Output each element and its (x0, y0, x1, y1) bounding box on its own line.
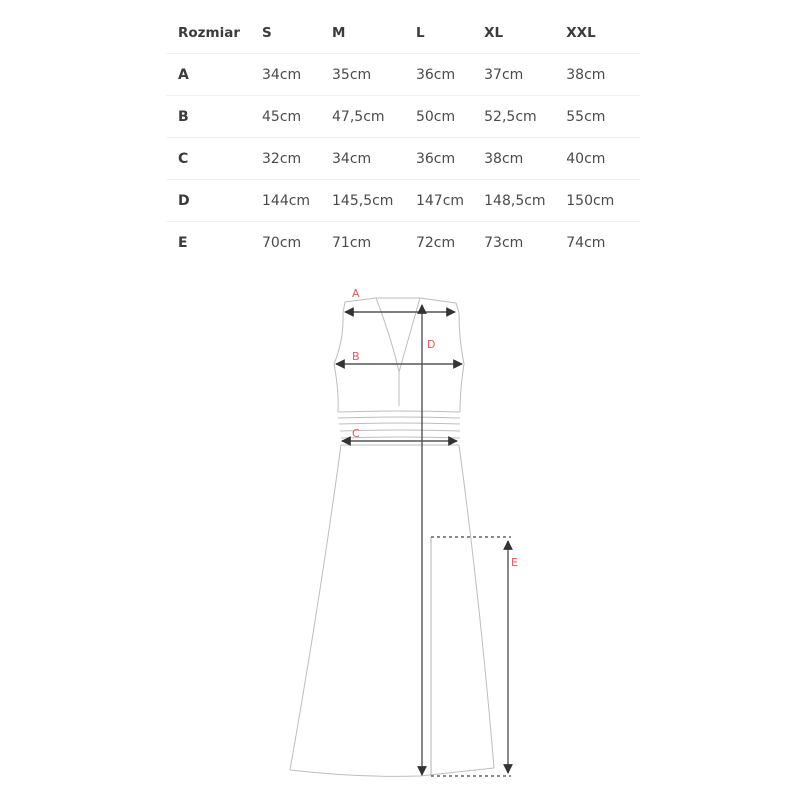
table-cell: 73cm (484, 234, 524, 251)
header-size-label: Rozmiar (166, 12, 262, 54)
table-cell: 144cm (262, 180, 332, 222)
table-row-e (166, 222, 640, 264)
table-cell: 47,5cm (332, 96, 416, 138)
table-cell: 74cm (566, 234, 606, 251)
table-cell: 34cm (262, 54, 332, 96)
table-cell: 34cm (332, 138, 416, 180)
table-cell: 32cm (262, 138, 332, 180)
header-size-s: S (262, 12, 332, 54)
header-size-xl: XL (484, 12, 566, 54)
measure-d-label: D (427, 338, 436, 351)
table-cell: 72cm (415, 234, 456, 251)
table-cell: 50cm (416, 96, 484, 138)
row-label: B (166, 96, 262, 138)
table-cell: 71cm (332, 234, 372, 251)
measure-b-label: B (352, 350, 360, 363)
table-cell: 45cm (262, 96, 332, 138)
table-header-row (166, 12, 640, 54)
measure-c-label: C (352, 427, 360, 440)
table-cell: 55cm (566, 96, 640, 138)
table-row-d (166, 180, 640, 222)
table-cell: 148,5cm (484, 180, 566, 222)
table-cell: 150cm (566, 180, 640, 222)
table-cell: 38cm (484, 138, 566, 180)
table-cell: 36cm (416, 138, 484, 180)
table-cell: 52,5cm (484, 96, 566, 138)
table-cell: 37cm (484, 54, 566, 96)
row-label: C (166, 138, 262, 180)
size-chart-table (166, 12, 640, 263)
table-cell: 40cm (566, 138, 640, 180)
measure-e-label: E (511, 556, 518, 569)
table-cell: 35cm (332, 54, 416, 96)
table-row-a (166, 54, 640, 96)
table-cell: 145,5cm (332, 180, 416, 222)
dress-measurement-diagram (0, 270, 800, 800)
header-size-l: L (416, 12, 484, 54)
table-row-c (166, 138, 640, 180)
row-label: D (166, 180, 262, 222)
header-size-xxl: XXL (566, 12, 640, 54)
table-cell: 36cm (416, 54, 484, 96)
header-size-m: M (332, 12, 416, 54)
table-cell: 38cm (566, 54, 640, 96)
measure-a-label: A (352, 287, 360, 300)
row-label: E (178, 234, 188, 251)
table-cell: 147cm (416, 180, 484, 222)
table-row-b (166, 96, 640, 138)
row-label: A (166, 54, 262, 96)
table-cell: 70cm (262, 234, 302, 251)
